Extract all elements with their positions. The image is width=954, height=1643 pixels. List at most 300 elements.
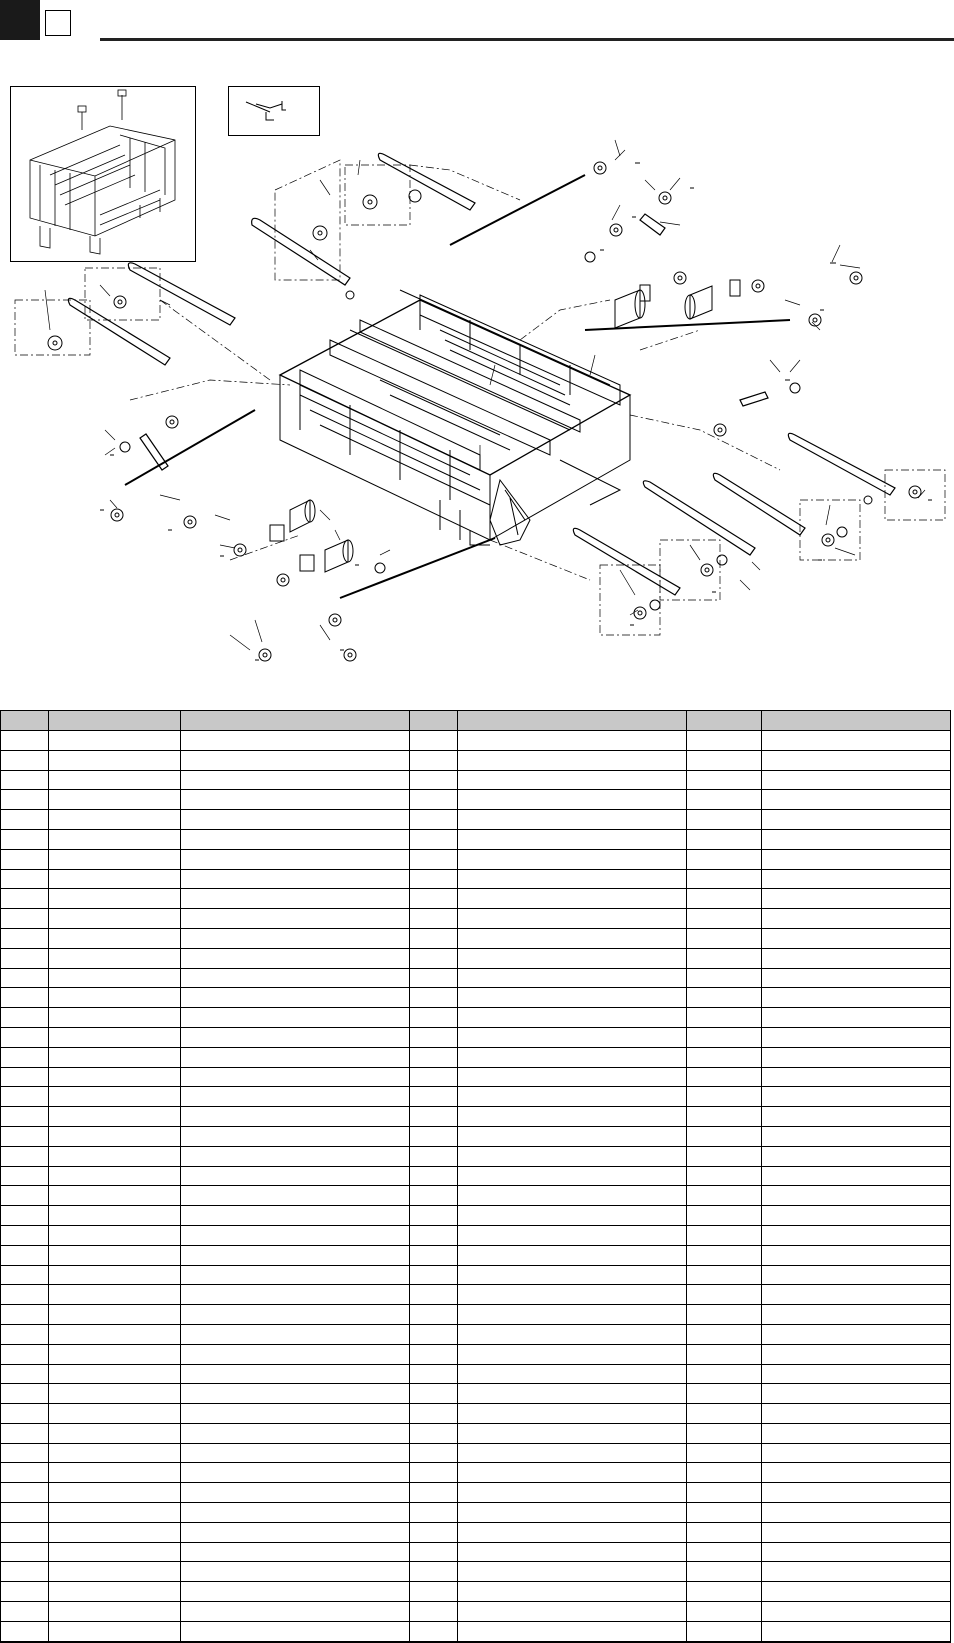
table-row — [1, 1186, 951, 1206]
table-row — [1, 1107, 951, 1127]
table-row — [1, 731, 951, 751]
table-cell — [181, 1621, 410, 1641]
table-cell — [1, 1384, 49, 1404]
table-cell — [410, 1542, 458, 1562]
table-cell — [1, 1126, 49, 1146]
table-cell — [762, 1621, 951, 1641]
table-cell — [181, 1344, 410, 1364]
table-cell — [410, 750, 458, 770]
table-row — [1, 1463, 951, 1483]
table-cell — [1, 1245, 49, 1265]
table-cell — [762, 1602, 951, 1622]
table-cell — [687, 1463, 762, 1483]
table-cell — [410, 1008, 458, 1028]
table-row — [1, 1225, 951, 1245]
table-cell — [458, 928, 687, 948]
table-cell — [49, 731, 181, 751]
table-cell — [458, 1166, 687, 1186]
table-cell — [687, 1245, 762, 1265]
table-cell — [762, 849, 951, 869]
table-cell — [458, 790, 687, 810]
table-cell — [687, 1305, 762, 1325]
table-cell — [49, 1265, 181, 1285]
table-cell — [49, 1483, 181, 1503]
table-cell — [181, 928, 410, 948]
table-cell — [410, 988, 458, 1008]
table-cell — [1, 1423, 49, 1443]
table-cell — [762, 1225, 951, 1245]
table-cell — [181, 1542, 410, 1562]
table-cell — [49, 1245, 181, 1265]
table-cell — [49, 770, 181, 790]
table-cell — [410, 1582, 458, 1602]
table-cell — [410, 770, 458, 790]
table-cell — [762, 968, 951, 988]
table-row — [1, 1384, 951, 1404]
table-cell — [687, 1503, 762, 1523]
table-cell — [181, 1483, 410, 1503]
table-cell — [181, 1463, 410, 1483]
table-cell — [49, 948, 181, 968]
table-cell — [458, 988, 687, 1008]
table-cell — [687, 1404, 762, 1424]
table-cell — [1, 849, 49, 869]
table-cell — [687, 1027, 762, 1047]
table-cell — [687, 1364, 762, 1384]
table-cell — [762, 1027, 951, 1047]
table-cell — [687, 829, 762, 849]
table-cell — [687, 1582, 762, 1602]
table-cell — [1, 1443, 49, 1463]
table-cell — [49, 988, 181, 1008]
table-cell — [49, 1285, 181, 1305]
table-row — [1, 829, 951, 849]
table-cell — [181, 988, 410, 1008]
table-cell — [49, 750, 181, 770]
table-cell — [458, 1107, 687, 1127]
table-cell — [458, 1522, 687, 1542]
table-cell — [1, 1225, 49, 1245]
table-cell — [1, 1344, 49, 1364]
table-cell — [1, 1008, 49, 1028]
table-row — [1, 1602, 951, 1622]
table-cell — [687, 1384, 762, 1404]
table-cell — [458, 1008, 687, 1028]
table-cell — [49, 1067, 181, 1087]
table-cell — [49, 1206, 181, 1226]
table-cell — [687, 1146, 762, 1166]
table-cell — [49, 790, 181, 810]
table-cell — [458, 829, 687, 849]
table-cell — [181, 1423, 410, 1443]
table-cell — [762, 1542, 951, 1562]
table-cell — [687, 1008, 762, 1028]
table-cell — [762, 750, 951, 770]
table-cell — [762, 829, 951, 849]
table-cell — [458, 1126, 687, 1146]
table-cell — [687, 909, 762, 929]
table-cell — [181, 1305, 410, 1325]
table-cell — [49, 1344, 181, 1364]
table-cell — [410, 849, 458, 869]
table-cell — [458, 1206, 687, 1226]
table-cell — [49, 1384, 181, 1404]
table-cell — [49, 1087, 181, 1107]
table-cell — [762, 1206, 951, 1226]
table-cell — [181, 750, 410, 770]
table-cell — [181, 1562, 410, 1582]
table-cell — [410, 928, 458, 948]
table-cell — [687, 1443, 762, 1463]
table-row — [1, 869, 951, 889]
table-cell — [1, 731, 49, 751]
column-header — [181, 711, 410, 731]
table-cell — [1, 750, 49, 770]
table-cell — [1, 1364, 49, 1384]
table-row — [1, 1087, 951, 1107]
table-cell — [181, 829, 410, 849]
exploded-assembly-drawing — [0, 0, 954, 700]
table-cell — [410, 1166, 458, 1186]
table-row — [1, 1423, 951, 1443]
table-cell — [49, 1027, 181, 1047]
table-cell — [181, 869, 410, 889]
table-cell — [458, 909, 687, 929]
table-cell — [687, 889, 762, 909]
table-cell — [49, 1562, 181, 1582]
table-cell — [687, 1067, 762, 1087]
table-cell — [762, 1582, 951, 1602]
table-cell — [762, 790, 951, 810]
table-cell — [687, 770, 762, 790]
table-cell — [410, 909, 458, 929]
table-cell — [687, 1087, 762, 1107]
table-cell — [458, 1562, 687, 1582]
table-cell — [458, 770, 687, 790]
column-header — [49, 711, 181, 731]
table-cell — [687, 750, 762, 770]
table-cell — [1, 1027, 49, 1047]
table-cell — [458, 1582, 687, 1602]
table-cell — [410, 1285, 458, 1305]
table-cell — [762, 948, 951, 968]
table-cell — [458, 1265, 687, 1285]
table-row — [1, 1067, 951, 1087]
column-header — [458, 711, 687, 731]
table-cell — [458, 731, 687, 751]
table-cell — [410, 1522, 458, 1542]
callout-leaders — [45, 140, 925, 650]
table-cell — [1, 829, 49, 849]
table-cell — [762, 1305, 951, 1325]
table-row — [1, 968, 951, 988]
table-cell — [762, 1047, 951, 1067]
column-header — [410, 711, 458, 731]
table-cell — [687, 1265, 762, 1285]
table-row — [1, 1483, 951, 1503]
table-cell — [181, 1206, 410, 1226]
bracket-detail-sketch — [246, 101, 286, 120]
table-cell — [1, 1067, 49, 1087]
table-cell — [49, 1463, 181, 1483]
table-cell — [458, 869, 687, 889]
table-cell — [410, 1027, 458, 1047]
table-cell — [1, 869, 49, 889]
table-cell — [181, 1047, 410, 1067]
table-cell — [181, 1582, 410, 1602]
table-cell — [410, 1344, 458, 1364]
table-cell — [410, 1305, 458, 1325]
table-cell — [1, 1265, 49, 1285]
table-cell — [1, 909, 49, 929]
table-cell — [410, 1483, 458, 1503]
table-cell — [458, 968, 687, 988]
table-row — [1, 849, 951, 869]
table-cell — [49, 810, 181, 830]
table-cell — [687, 1621, 762, 1641]
column-header — [762, 711, 951, 731]
table-cell — [410, 1562, 458, 1582]
table-cell — [762, 1265, 951, 1285]
table-cell — [458, 1067, 687, 1087]
table-cell — [181, 1443, 410, 1463]
table-cell — [49, 1602, 181, 1622]
table-cell — [1, 1562, 49, 1582]
table-cell — [687, 1562, 762, 1582]
table-cell — [410, 1225, 458, 1245]
table-cell — [762, 909, 951, 929]
table-cell — [687, 790, 762, 810]
table-cell — [49, 1423, 181, 1443]
table-row — [1, 988, 951, 1008]
table-cell — [458, 889, 687, 909]
table-row — [1, 889, 951, 909]
table-cell — [1, 1324, 49, 1344]
table-cell — [181, 849, 410, 869]
table-cell — [1, 1285, 49, 1305]
table-cell — [762, 1384, 951, 1404]
table-cell — [49, 1166, 181, 1186]
table-cell — [1, 928, 49, 948]
table-cell — [762, 928, 951, 948]
table-cell — [687, 1542, 762, 1562]
table-cell — [458, 849, 687, 869]
table-cell — [1, 948, 49, 968]
table-row — [1, 1126, 951, 1146]
table-cell — [1, 1087, 49, 1107]
table-row — [1, 1047, 951, 1067]
table-cell — [49, 869, 181, 889]
table-cell — [1, 988, 49, 1008]
table-cell — [410, 1265, 458, 1285]
table-cell — [181, 1166, 410, 1186]
table-cell — [410, 1463, 458, 1483]
table-cell — [181, 1146, 410, 1166]
table-cell — [687, 1206, 762, 1226]
table-cell — [458, 1047, 687, 1067]
table-cell — [762, 1364, 951, 1384]
table-cell — [181, 1027, 410, 1047]
table-row — [1, 1285, 951, 1305]
table-cell — [762, 869, 951, 889]
table-cell — [410, 810, 458, 830]
table-row — [1, 1027, 951, 1047]
table-cell — [49, 829, 181, 849]
table-cell — [49, 889, 181, 909]
table-cell — [458, 1364, 687, 1384]
table-cell — [762, 1126, 951, 1146]
table-cell — [762, 1324, 951, 1344]
table-cell — [458, 948, 687, 968]
table-cell — [1, 1522, 49, 1542]
table-cell — [181, 1404, 410, 1424]
table-cell — [458, 1344, 687, 1364]
table-cell — [410, 1146, 458, 1166]
table-cell — [458, 1483, 687, 1503]
table-cell — [410, 1423, 458, 1443]
table-row — [1, 1245, 951, 1265]
table-cell — [181, 1522, 410, 1542]
table-cell — [49, 1047, 181, 1067]
table-cell — [458, 1285, 687, 1305]
table-cell — [458, 1305, 687, 1325]
table-cell — [762, 810, 951, 830]
table-cell — [181, 1008, 410, 1028]
table-cell — [410, 790, 458, 810]
table-row — [1, 790, 951, 810]
table-row — [1, 1166, 951, 1186]
table-cell — [181, 1245, 410, 1265]
table-row — [1, 1562, 951, 1582]
table-cell — [687, 810, 762, 830]
table-cell — [458, 1087, 687, 1107]
table-cell — [49, 1126, 181, 1146]
main-frame — [280, 290, 630, 545]
table-cell — [458, 1542, 687, 1562]
table-row — [1, 909, 951, 929]
table-cell — [1, 1503, 49, 1523]
table-row — [1, 1364, 951, 1384]
table-cell — [1, 1206, 49, 1226]
table-row — [1, 1443, 951, 1463]
table-cell — [410, 829, 458, 849]
table-cell — [410, 869, 458, 889]
table-row — [1, 928, 951, 948]
table-cell — [687, 1166, 762, 1186]
table-cell — [181, 1265, 410, 1285]
table-cell — [687, 1324, 762, 1344]
table-cell — [181, 790, 410, 810]
table-cell — [762, 1503, 951, 1523]
table-cell — [762, 770, 951, 790]
table-cell — [762, 1146, 951, 1166]
table-row — [1, 1522, 951, 1542]
table-cell — [1, 1305, 49, 1325]
table-cell — [49, 1542, 181, 1562]
table-cell — [410, 1067, 458, 1087]
table-cell — [762, 1285, 951, 1305]
table-cell — [687, 849, 762, 869]
table-cell — [181, 1602, 410, 1622]
table-cell — [181, 948, 410, 968]
table-cell — [181, 1186, 410, 1206]
table-cell — [762, 1245, 951, 1265]
table-cell — [458, 1463, 687, 1483]
table-cell — [410, 1206, 458, 1226]
table-cell — [687, 731, 762, 751]
fasteners — [100, 163, 932, 660]
table-cell — [49, 1186, 181, 1206]
table-cell — [762, 1186, 951, 1206]
parts-list-table — [0, 710, 951, 1643]
table-cell — [410, 731, 458, 751]
table-cell — [458, 1225, 687, 1245]
table-cell — [458, 810, 687, 830]
table-cell — [49, 1107, 181, 1127]
table-cell — [458, 1324, 687, 1344]
table-cell — [181, 1225, 410, 1245]
table-cell — [49, 1146, 181, 1166]
table-row — [1, 1404, 951, 1424]
motors — [270, 280, 740, 572]
belts — [68, 153, 895, 595]
table-cell — [687, 1522, 762, 1542]
table-row — [1, 948, 951, 968]
table-cell — [410, 1364, 458, 1384]
table-cell — [687, 988, 762, 1008]
table-cell — [1, 1542, 49, 1562]
table-cell — [49, 1305, 181, 1325]
table-cell — [1, 889, 49, 909]
table-cell — [1, 770, 49, 790]
table-cell — [1, 1146, 49, 1166]
table-cell — [410, 1602, 458, 1622]
table-cell — [1, 1621, 49, 1641]
table-row — [1, 1324, 951, 1344]
table-cell — [410, 1503, 458, 1523]
table-cell — [687, 1602, 762, 1622]
table-cell — [458, 1423, 687, 1443]
table-cell — [458, 1443, 687, 1463]
shafts — [125, 175, 790, 598]
table-cell — [410, 1047, 458, 1067]
column-header — [687, 711, 762, 731]
table-cell — [410, 1404, 458, 1424]
table-cell — [410, 1324, 458, 1344]
table-cell — [458, 750, 687, 770]
table-cell — [181, 1364, 410, 1384]
table-cell — [49, 968, 181, 988]
table-cell — [410, 1107, 458, 1127]
table-cell — [181, 810, 410, 830]
table-cell — [410, 889, 458, 909]
table-cell — [1, 1107, 49, 1127]
table-cell — [410, 1443, 458, 1463]
table-row — [1, 1008, 951, 1028]
parts-table-body — [1, 731, 951, 1642]
table-cell — [687, 869, 762, 889]
table-cell — [410, 948, 458, 968]
table-cell — [458, 1503, 687, 1523]
table-cell — [687, 1186, 762, 1206]
table-cell — [410, 1186, 458, 1206]
table-cell — [762, 1562, 951, 1582]
table-cell — [49, 1582, 181, 1602]
table-cell — [49, 1522, 181, 1542]
table-cell — [410, 1126, 458, 1146]
table-cell — [762, 1008, 951, 1028]
table-cell — [458, 1384, 687, 1404]
